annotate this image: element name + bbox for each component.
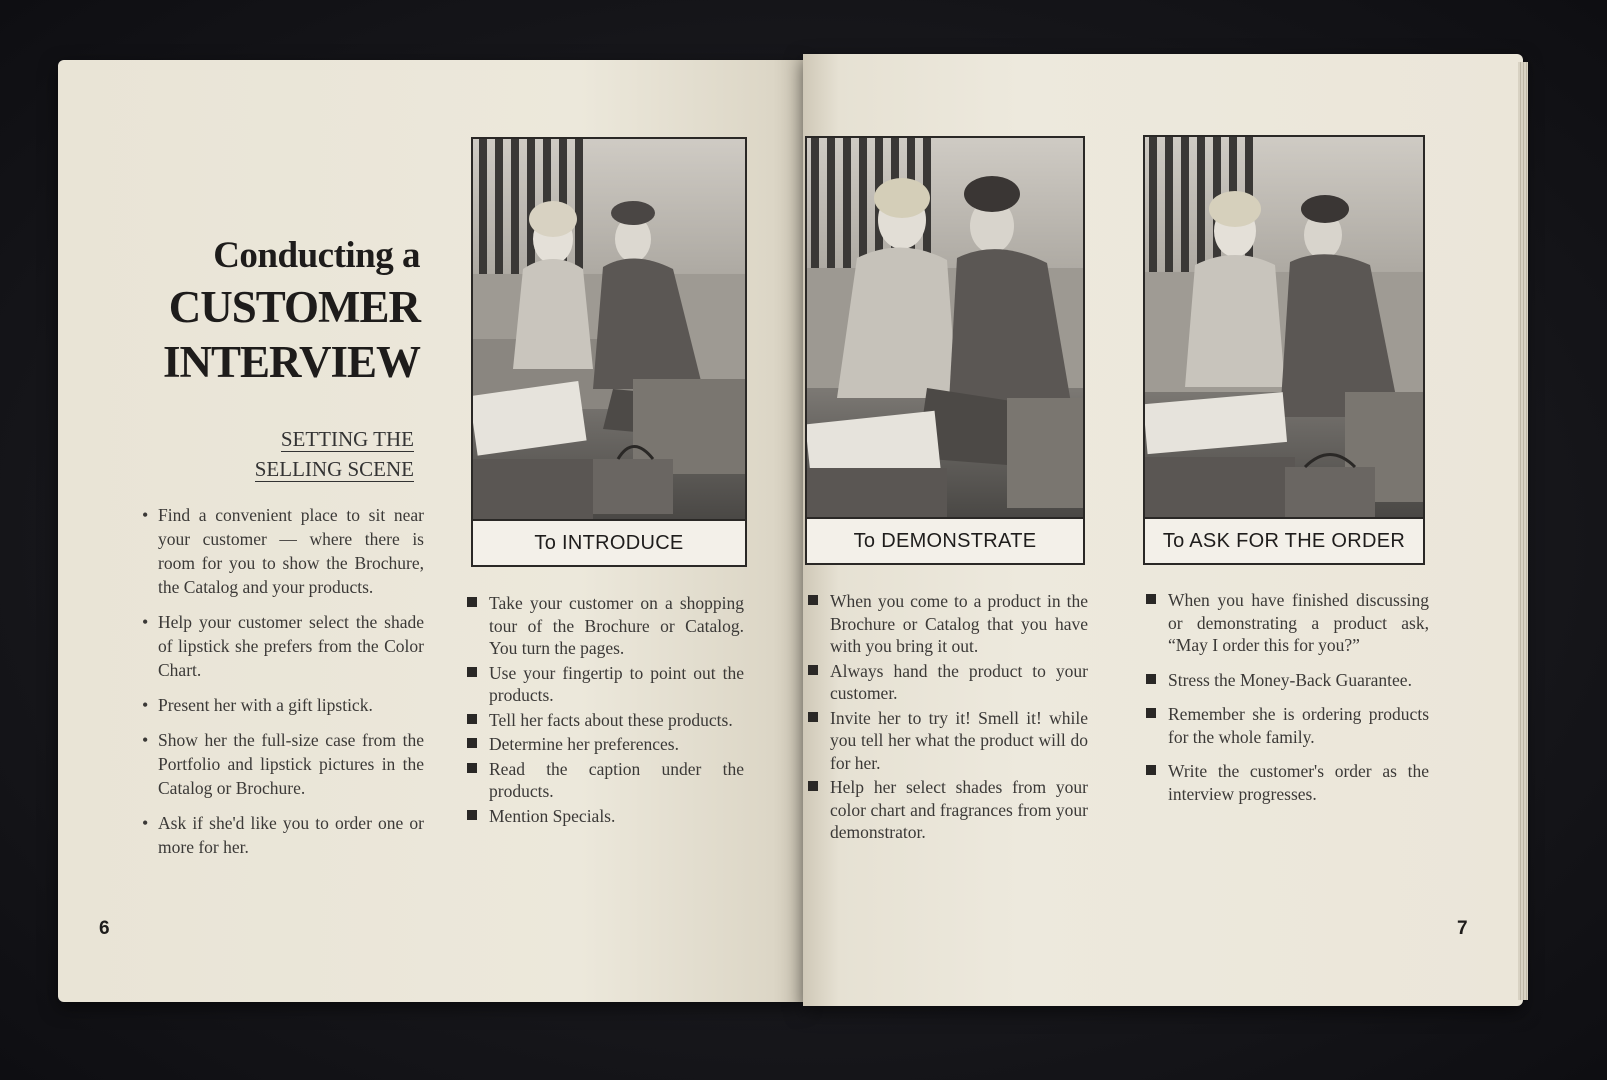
bullet-dot-icon: •	[142, 695, 149, 715]
list-item-text: Always hand the product to your customer.	[830, 660, 1088, 703]
page-number-right: 7	[1457, 918, 1468, 939]
bullet-square-icon	[467, 597, 477, 607]
list-item-text: Remember she is ordering products for the whole family.	[1168, 704, 1429, 747]
title-line-3: INTERVIEW	[163, 337, 420, 387]
ask-order-steps	[1146, 589, 1429, 807]
ask-order-panel	[1143, 135, 1425, 565]
bullet-square-icon	[808, 665, 818, 675]
photo-ask-order	[1145, 137, 1423, 517]
list-item-text: Take your customer on a shopping tour of the Brochure or Catalog. You turn the pages.	[489, 593, 744, 658]
list-item	[467, 733, 744, 756]
section-heading	[200, 424, 414, 484]
bullet-square-icon	[808, 712, 818, 722]
bullet-square-icon	[467, 810, 477, 820]
bullet-square-icon	[1146, 594, 1156, 604]
title-line-2: CUSTOMER	[168, 282, 420, 332]
demonstrate-panel	[805, 136, 1085, 565]
introduce-panel	[471, 137, 747, 567]
list-item	[1146, 760, 1429, 805]
list-item	[1146, 669, 1429, 692]
list-item-text: Show her the full-size case from the Portfolio and lipstick pictures in the Catalog or Brochure.	[158, 730, 424, 798]
bullet-dot-icon: •	[142, 730, 149, 750]
subhead-line-2: SELLING SCENE	[254, 457, 414, 481]
list-item-text: When you come to a product in the Brochure or Catalog that you have with you bring it out.	[830, 591, 1088, 656]
list-item-text: Determine her preferences.	[489, 734, 679, 754]
photo-introduce	[473, 139, 745, 519]
list-item-text: Use your fingertip to point out the products.	[489, 662, 744, 705]
list-item	[1146, 703, 1429, 748]
list-item-text: Present her with a gift lipstick.	[158, 695, 373, 715]
list-item	[808, 707, 1088, 775]
bullet-square-icon	[808, 781, 818, 791]
list-item	[467, 758, 744, 803]
bullet-dot-icon: •	[142, 505, 149, 525]
bullet-square-icon	[1146, 674, 1156, 684]
bullet-square-icon	[1146, 765, 1156, 775]
setting-scene-list	[128, 503, 424, 870]
bullet-square-icon	[808, 595, 818, 605]
photo-demonstrate	[807, 138, 1083, 517]
bullet-dot-icon: •	[142, 813, 149, 833]
list-item-text: Mention Specials.	[489, 805, 616, 826]
list-item	[808, 776, 1088, 844]
bullet-square-icon	[467, 714, 477, 724]
bullet-dot-icon: •	[142, 612, 149, 632]
list-item	[128, 503, 424, 599]
list-item	[128, 811, 424, 859]
introduce-steps	[467, 592, 744, 829]
bullet-square-icon	[467, 738, 477, 748]
list-item-text: When you have finished discussing or demonstrating a product ask, “May I order this for you?”	[1168, 590, 1429, 655]
caption-demonstrate: To DEMONSTRATE	[807, 517, 1083, 563]
list-item	[128, 610, 424, 682]
list-item-text: Ask if she'd like you to order one or more for her.	[158, 813, 424, 857]
list-item-text: Tell her facts about these products.	[489, 709, 733, 730]
list-item-text: Find a convenient place to sit near your customer — where there is room for you to show the Brochure, the Catalog and your products.	[158, 505, 424, 597]
page-number-left: 6	[99, 918, 110, 939]
list-item	[467, 662, 744, 707]
list-item	[128, 693, 424, 717]
list-item	[467, 709, 744, 732]
bullet-square-icon	[467, 667, 477, 677]
list-item-text: Write the customer's order as the interview progresses.	[1168, 761, 1429, 804]
list-item	[1146, 589, 1429, 657]
caption-ask-order: To ASK FOR THE ORDER	[1145, 517, 1423, 563]
page-edge	[1518, 62, 1528, 1000]
list-item	[128, 728, 424, 800]
list-item	[467, 592, 744, 660]
list-item	[808, 660, 1088, 705]
title-line-1: Conducting a	[213, 235, 420, 276]
subhead-line-1: SETTING THE	[280, 427, 414, 451]
list-item	[467, 805, 744, 828]
list-item-text: Help your customer select the shade of lipstick she prefers from the Color Chart.	[158, 612, 424, 680]
bullet-square-icon	[467, 763, 477, 773]
list-item-text: Invite her to try it! Smell it! while you tell her what the product will do for her.	[830, 707, 1088, 773]
list-item	[808, 590, 1088, 658]
caption-introduce: To INTRODUCE	[473, 519, 745, 565]
bullet-square-icon	[1146, 708, 1156, 718]
page-title	[130, 232, 420, 390]
demonstrate-steps	[808, 590, 1088, 846]
list-item-text: Read the caption under the products.	[489, 758, 744, 801]
list-item-text: Help her select shades from your color chart and fragrances from your demonstrator.	[830, 777, 1088, 842]
list-item-text: Stress the Money-Back Guarantee.	[1168, 669, 1412, 690]
